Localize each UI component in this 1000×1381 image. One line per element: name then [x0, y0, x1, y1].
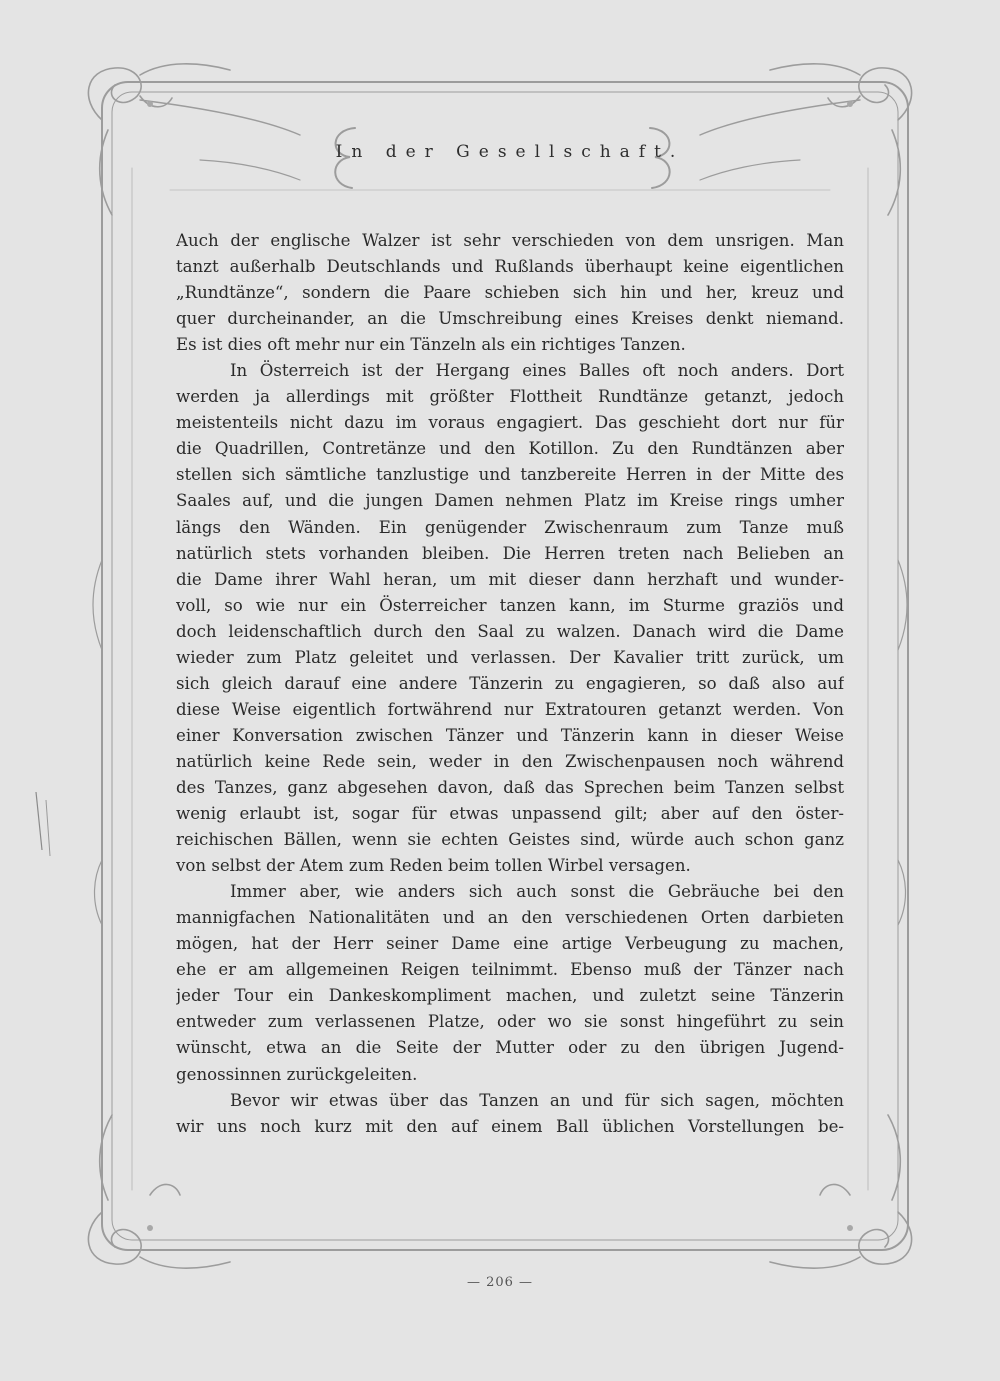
text-line: reichischen Bällen, wenn sie echten Geistes sind, würde auch schon ganz: [176, 830, 844, 850]
text-line: Saales auf, und die jungen Damen nehmen Platz im Kreise rings umher: [176, 491, 844, 511]
text-line: des Tanzes, ganz abgesehen davon, daß das Sprechen beim Tanzen selbst: [176, 777, 844, 797]
margin-pencil-marks: [28, 790, 68, 860]
text-line: natürlich keine Rede sein, weder in den Zwischenpausen noch während: [176, 751, 844, 771]
text-line: werden ja allerdings mit größter Flottheit Rundtänze getanzt, jedoch: [176, 387, 844, 407]
text-line: wenig erlaubt ist, sogar für etwas unpassend gilt; aber auf den öster-: [176, 804, 844, 824]
text-line: genossinnen zurückgeleiten.: [176, 1064, 418, 1084]
text-line: die Quadrillen, Contretänze und den Kotillon. Zu den Rundtänzen aber: [176, 439, 844, 459]
text-line: sich gleich darauf eine andere Tänzerin zu engagieren, so daß also auf: [176, 673, 844, 693]
text-line: Auch der englische Walzer ist sehr verschieden von dem unsrigen. Man: [176, 231, 844, 250]
text-line: jeder Tour ein Dankeskompliment machen, und zuletzt seine Tänzerin: [176, 986, 844, 1006]
text-line: Bevor wir etwas über das Tanzen an und für sich sagen, möchten: [230, 1090, 844, 1110]
text-line: natürlich stets vorhanden bleiben. Die Herren treten nach Belieben an: [176, 543, 844, 563]
text-line: längs den Wänden. Ein genügender Zwischenraum zum Tanze muß: [176, 517, 844, 537]
text-line: stellen sich sämtliche tanzlustige und tanzbereite Herren in der Mitte des: [176, 465, 844, 485]
text-line: voll, so wie nur ein Österreicher tanzen kann, im Sturme graziös und: [176, 595, 844, 615]
page-number: — 206 —: [466, 1275, 534, 1290]
text-line: doch leidenschaftlich durch den Saal zu walzen. Danach wird die Dame: [176, 621, 844, 641]
text-line: Immer aber, wie anders sich auch sonst die Gebräuche bei den: [230, 882, 844, 902]
text-line: entweder zum verlassenen Platze, oder wo sie sonst hingeführt zu sein: [176, 1012, 844, 1032]
text-line: einer Konversation zwischen Tänzer und Tänzerin kann in dieser Weise: [176, 725, 844, 745]
text-line: „Rundtänze“, sondern die Paare schieben sich hin und her, kreuz und: [176, 283, 844, 303]
text-line: mannigfachen Nationalitäten und an den verschiedenen Orten darbieten: [176, 908, 844, 928]
text-line: In Österreich ist der Hergang eines Balles oft noch anders. Dort: [230, 361, 844, 381]
text-line: wünscht, etwa an die Seite der Mutter oder zu den übrigen Jugend-: [176, 1038, 844, 1058]
text-line: ehe er am allgemeinen Reigen teilnimmt. Ebenso muß der Tänzer nach: [176, 960, 844, 980]
text-line: mögen, hat der Herr seiner Dame eine artige Verbeugung zu machen,: [176, 934, 844, 954]
running-header: In der Gesellschaft.: [335, 142, 685, 162]
text-line: von selbst der Atem zum Reden beim tollen Wirbel versagen.: [176, 856, 691, 876]
body-text: [176, 228, 844, 1140]
text-line: diese Weise eigentlich fortwährend nur Extratouren getanzt werden. Von: [176, 699, 844, 719]
text-line: wieder zum Platz geleitet und verlassen. Der Kavalier tritt zurück, um: [176, 647, 844, 667]
text-line: tanzt außerhalb Deutschlands und Rußlands überhaupt keine eigentlichen: [176, 257, 844, 277]
text-line: Es ist dies oft mehr nur ein Tänzeln als ein richtiges Tanzen.: [176, 335, 686, 355]
text-line: meistenteils nicht dazu im voraus engagiert. Das geschieht dort nur für: [176, 413, 844, 433]
text-line: quer durcheinander, an die Umschreibung eines Kreises denkt niemand.: [176, 309, 844, 329]
text-line: wir uns noch kurz mit den auf einem Ball üblichen Vorstellungen be-: [176, 1116, 844, 1136]
text-line: die Dame ihrer Wahl heran, um mit dieser dann herzhaft und wunder-: [176, 569, 844, 589]
